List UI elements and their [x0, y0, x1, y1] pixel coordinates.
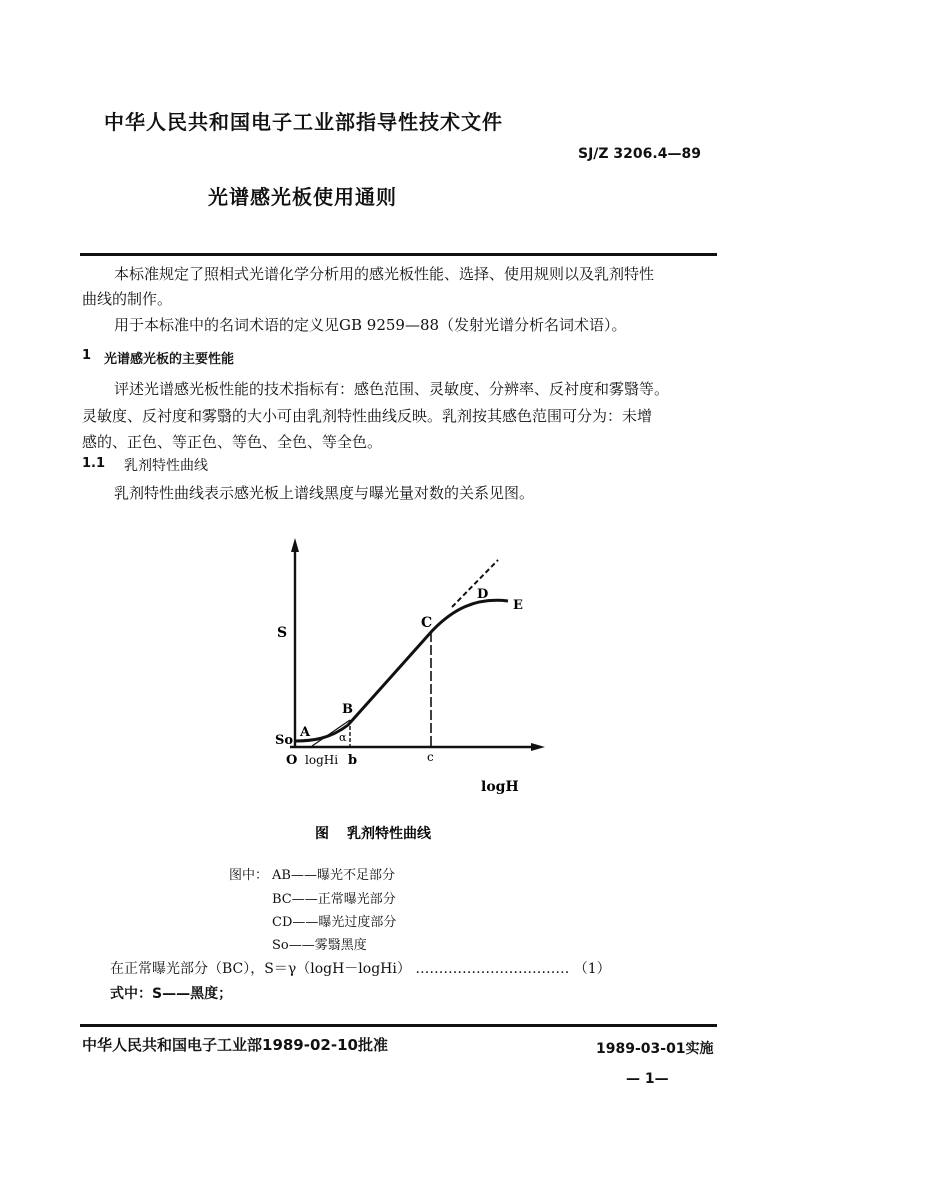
point-C-label: C	[421, 615, 433, 631]
bottom-divider	[80, 1024, 717, 1027]
intro-line-2: 曲线的制作。	[82, 290, 173, 308]
fog-label-So: So	[275, 733, 294, 748]
y-axis-label-S: S	[277, 625, 288, 641]
formula-where: 式中：S——黑度；	[110, 986, 233, 1002]
section-1-1-line-1: 乳剂特性曲线表示感光板上谱线黑度与曝光量对数的关系见图。	[114, 484, 535, 502]
page-number: — 1—	[626, 1071, 669, 1087]
point-D-label: D	[477, 587, 489, 602]
section-1-line-1: 评述光谱感光板性能的技术指标有：感色范围、灵敏度、分辨率、反衬度和雾翳等。	[114, 380, 670, 398]
characteristic-curve	[295, 600, 508, 741]
legend-intro: 图中：	[229, 868, 269, 883]
formula-line	[110, 958, 611, 978]
formula-number: （1）	[573, 961, 611, 977]
gamma-angle-label: α	[339, 731, 347, 744]
section-1-line-3: 感的、正色、等正色、等色、全色、等全色。	[82, 433, 383, 451]
x-axis-arrow	[531, 743, 545, 751]
legend-so: So——雾翳黑度	[272, 938, 367, 953]
logHi-label: logHi	[305, 753, 339, 767]
document-title: 光谱感光板使用通则	[208, 185, 397, 209]
formula-leader-dots: ……………………………	[415, 961, 570, 977]
approval-statement: 中华人民共和国电子工业部1989-02-10批准	[82, 1036, 388, 1054]
b-label: b	[348, 753, 358, 768]
y-axis-arrow	[291, 538, 299, 552]
issuer-title: 中华人民共和国电子工业部指导性技术文件	[104, 110, 503, 134]
section-1-heading: 光谱感光板的主要性能	[104, 352, 235, 367]
standard-code: SJ/Z 3206.4—89	[578, 146, 701, 162]
figure-caption-prefix: 图	[315, 826, 329, 842]
intro-line-1: 本标准规定了照相式光谱化学分析用的感光板性能、选择、使用规则以及乳剂特性	[114, 265, 655, 283]
point-A-label: A	[300, 725, 311, 740]
section-1-1-heading: 乳剂特性曲线	[124, 458, 208, 474]
section-1-number: 1	[82, 348, 92, 363]
x-axis-label-logH: logH	[481, 779, 519, 795]
c-label: c	[427, 750, 434, 764]
legend-ab: AB——曝光不足部分	[272, 868, 395, 883]
intro-line-3: 用于本标准中的名词术语的定义见GB 9259—88（发射光谱分析名词术语）。	[114, 316, 627, 334]
legend-bc: BC——正常曝光部分	[272, 892, 396, 907]
point-E-label: E	[513, 598, 523, 613]
effective-date: 1989-03-01实施	[596, 1041, 714, 1057]
legend-cd: CD——曝光过度部分	[272, 915, 397, 930]
formula-expression: 在正常曝光部分（BC），S＝γ（logH－logHi）	[110, 961, 411, 977]
section-1-1-number: 1.1	[82, 456, 106, 471]
origin-label-O: O	[286, 753, 298, 768]
point-B-label: B	[342, 702, 353, 717]
figure-caption: 乳剂特性曲线	[347, 826, 431, 842]
section-1-line-2: 灵敏度、反衬度和雾翳的大小可由乳剂特性曲线反映。乳剂按其感色范围可分为：未增	[82, 407, 653, 425]
